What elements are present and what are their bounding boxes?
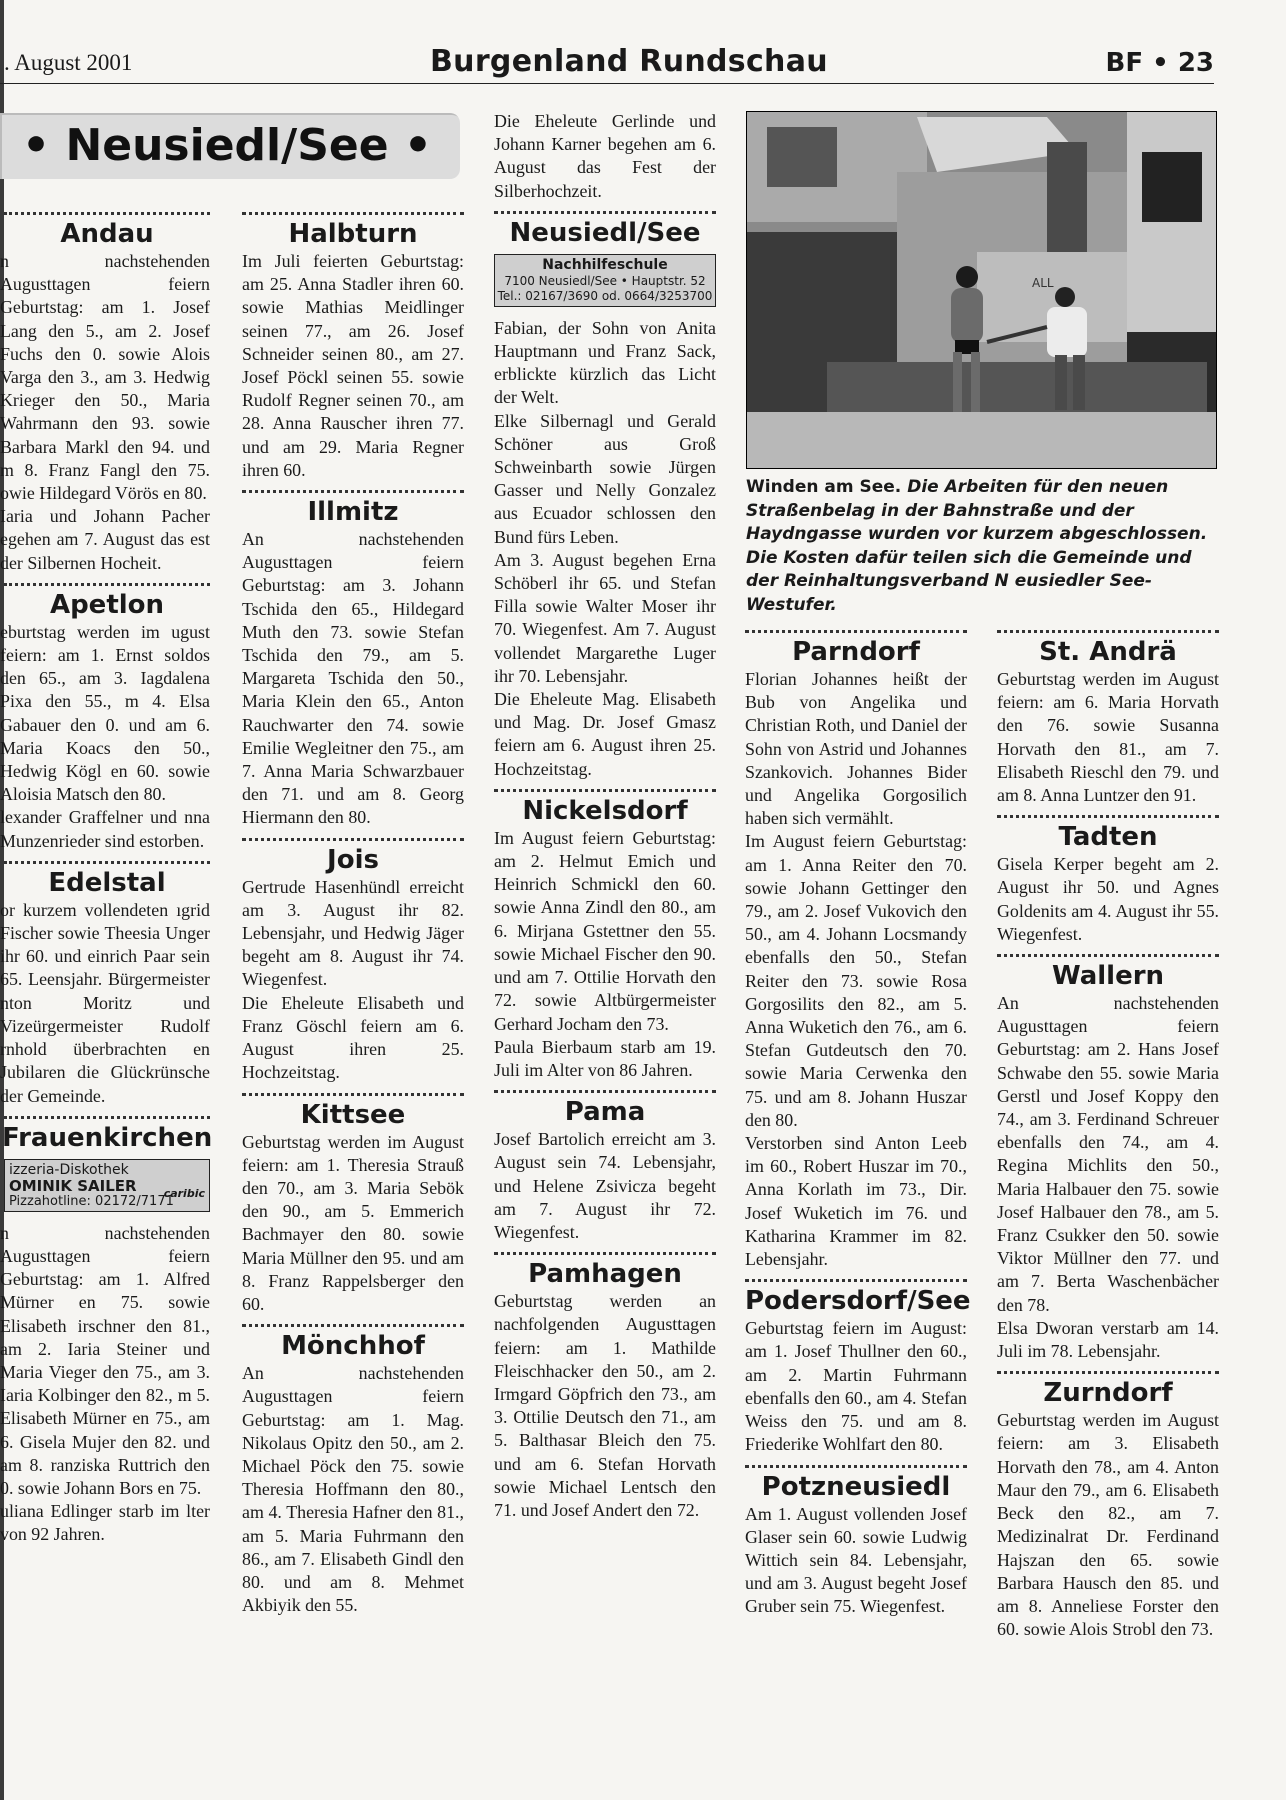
article-wallern — [997, 992, 1219, 1363]
column-5 — [997, 630, 1219, 1649]
article-andau — [0, 250, 210, 575]
dotted-separator — [242, 490, 464, 493]
dotted-separator — [4, 1116, 210, 1119]
heading-frauenkirchen: Frauenkirchen — [2, 1122, 213, 1153]
article-tadten — [997, 853, 1219, 946]
column-1 — [0, 212, 213, 1555]
article-moenchhof — [242, 1362, 464, 1617]
column-2 — [242, 212, 464, 1625]
article-parndorf — [745, 668, 967, 1271]
header-rule — [0, 83, 1214, 84]
paragraph: Im August feiern Geburtstag: am 1. Anna Reiter den 70. sowie Johann Gettinger den 79., am 2. Josef Vukovich den 50., am 4. Johann Locsmandy ebenfalls den 50., Stefan Reiter den 73. sowie Rosa Gorgosilits den 82., am 5. Anna Wuketich den 76., am 6. Stefan Gutdeutsch den 70. sowie Maria Cerwenka den 75. und am 8. Johann Huszar den 80. — [745, 831, 967, 1130]
heading-zurndorf: Zurndorf — [1043, 1378, 1173, 1409]
paragraph: or kurzem vollendeten ıgrid Fischer sowie Theesia Unger ihr 60. und einrich Paar sein 65. Leensjahr. Bürgermeister nton Moritz und Vizeürgermeister Rudolf rnhold überbrachten en Jubilaren die Glückrünsche der Gemeinde. — [0, 899, 210, 1106]
dotted-separator — [494, 211, 716, 214]
ad-line: Nachhilfeschule — [542, 256, 668, 273]
caribic-logo: caribic — [163, 1186, 205, 1200]
ad-line: OMINIK SAILER — [9, 1176, 137, 1195]
dotted-separator — [494, 1252, 716, 1255]
article-zurndorf — [997, 1409, 1219, 1641]
heading-apetlon: Apetlon — [49, 589, 165, 620]
paragraph: Iaria und Johann Pacher egehen am 7. August das est der Silbernen Hocheit. — [0, 506, 210, 573]
article-frauenkirchen — [0, 1222, 210, 1547]
caption-title: Winden am See. — [746, 477, 902, 497]
article-pamhagen — [494, 1290, 716, 1522]
paragraph: Paula Bierbaum starb am 19. Juli im Alter von 86 Jahren. — [494, 1036, 716, 1080]
paragraph: n nachstehenden Augusttagen feiern Geburtstag: am 1. Alfred Mürner en 75. sowie Elisabeth irschner den 81., am 2. Iaria Steiner und Maria Vieger den 75., am 3. Iaria Kolbinger den 82., m 5. Elisabeth Mürner en 75., am 6. Gisela Mujer den 82. und am 8. ranziska Ruttrich den 0. sowie Johann Bors en 75. — [0, 1222, 210, 1498]
dotted-separator — [242, 212, 464, 215]
article-podersdorf — [745, 1317, 967, 1456]
heading-edelstal: Edelstal — [48, 867, 166, 898]
paragraph: Elke Silbernagl und Gerald Schöner aus Groß Schweinbarth sowie Jürgen Gasser und Nelly Gonzalez aus Ecuador schlossen den Bund fürs Leben. — [494, 410, 716, 547]
article-neusiedl — [494, 317, 716, 781]
ad-line: Tel.: 02167/3690 od. 0664/3253700 — [497, 288, 713, 303]
article-halbturn — [242, 250, 464, 482]
dotted-separator — [997, 630, 1219, 633]
paragraph: Die Eheleute Gerlinde und Johann Karner begehen am 6. August das Fest der Silberhochzeit. — [494, 111, 716, 201]
column-3 — [494, 110, 716, 1530]
article-illmitz — [242, 528, 464, 830]
ad-line: 7100 Neusiedl/See • Hauptstr. 52 — [504, 273, 706, 288]
advertisement-nachhilfeschule — [494, 254, 716, 307]
dotted-separator — [745, 630, 967, 633]
paragraph: Im August feiern Geburtstag: am 2. Helmut Emich und Heinrich Schmickl den 60. sowie Anna Zindl den 80., am 6. Mirjana Gstettner den 55. sowie Michael Fischer den 90. und am 7. Ottilie Horvath den 72. sowie Altbürgermeister Gerhard Jocham den 73. — [494, 827, 716, 1034]
road-construction-photo — [746, 111, 1217, 469]
heading-neusiedl: Neusiedl/See — [509, 217, 701, 248]
article-pama — [494, 1128, 716, 1244]
heading-potzneusiedl: Potzneusiedl — [761, 1471, 951, 1502]
paragraph: Die Eheleute Mag. Elisabeth und Mag. Dr. Josef Gmasz feiern am 6. August ihren 25. Hochzeitstag. — [494, 689, 716, 779]
ad-line: Pizzahotline: 02172/7171 — [9, 1193, 174, 1209]
paragraph: eburtstag werden im ugust feiern: am 1. Ernst soldos den 65., am 3. Iagdalena Pixa den 55., m 4. Elsa Gabauer den 0. und am 6. Maria Koacs den 50., Hedwig Kögl en 60. sowie Aloisia Matsch den 80. — [0, 621, 210, 805]
dotted-separator — [997, 1371, 1219, 1374]
paragraph: uliana Edlinger starb im lter von 92 Jahren. — [0, 1501, 210, 1545]
paragraph: Verstorben sind Anton Leeb im 60., Robert Huszar im 70., Anna Korlath im 73., Dir. Josef Wuketich im 76. und Katharina Krammer im 82. Lebensjahr. — [745, 1133, 967, 1270]
article-potzneusiedl — [745, 1503, 967, 1619]
paragraph: n nachstehenden Augusttagen feiern Geburtstag: am 1. Josef Lang den 5., am 2. Josef Fuchs den 0. sowie Alois Varga den 3., am 3. Hedwig Krieger den 50., Maria Wahrmann den 93. sowie Barbara Markl den 94. und m 8. Franz Fangl den 75. owie Hildegard Vörös en 80. — [0, 251, 210, 504]
paragraph: Florian Johannes heißt der Bub von Angelika und Christian Roth, und Daniel der Sohn von Astrid und Johannes Szankovich. Johannes Bider und Angelika Gorgosilich haben sich vermählt. — [745, 669, 967, 829]
dotted-separator — [494, 789, 716, 792]
paragraph: Gisela Kerper begeht am 2. August ihr 50. und Agnes Goldenits am 4. August ihr 55. Wiegenfest. — [997, 854, 1219, 944]
paragraph: Am 3. August begehen Erna Schöberl ihr 65. und Stefan Filla sowie Walter Moser ihr 70. Wiegenfest. Am 7. August vollendet Margarethe Luger ihr 70. Lebensjahr. — [494, 549, 716, 686]
dotted-separator — [4, 861, 210, 864]
dotted-separator — [242, 1324, 464, 1327]
advertisement-pizzeria — [4, 1159, 210, 1212]
paragraph: Elsa Dworan verstarb am 14. Juli im 78. Lebensjahr. — [997, 1317, 1219, 1362]
paragraph: Geburtstag werden im August feiern: am 3. Elisabeth Horvath den 78., am 4. Anton Maur den 79., am 6. Elisabeth Beck den 82., am 7. Medizinalrat Dr. Ferdinand Hajszan den 65. sowie Barbara Hausch den 85. und am 8. Anneliese Forster den 60. sowie Alois Strobl den 73. — [997, 1410, 1219, 1640]
photo-illustration — [747, 112, 1216, 468]
heading-illmitz: Illmitz — [307, 497, 399, 528]
section-banner: • Neusiedl/See • — [0, 113, 460, 179]
paragraph: An nachstehenden Augusttagen feiern Geburtstag: am 2. Hans Josef Schwabe den 55. sowie Maria Gerstl und Josef Koppy den 74., am 3. Ferdinand Schreuer ebenfalls den 74., am 4. Regina Michlits den 50., Maria Halbauer den 75. sowie Josef Halbauer den 78., am 5. Franz Csukker den 50. sowie Viktor Müllner den 77. und am 7. Berta Waschenbächer den 78. — [997, 993, 1219, 1315]
dotted-separator — [4, 583, 210, 586]
heading-parndorf: Parndorf — [792, 637, 920, 667]
paragraph: Geburtstag werden an nachfolgenden Augusttagen feiern: am 1. Mathilde Fleischhacker den 50., am 2. Irmgard Göpfrich den 73., am 3. Ottilie Deutsch den 71., am 5. Balthasar Bleich den 75. und am 6. Stefan Horvath sowie Michael Lentsch den 71. und Josef Andert den 72. — [494, 1291, 716, 1520]
article-karner — [494, 110, 716, 203]
article-kittsee — [242, 1131, 464, 1317]
paragraph: Geburtstag werden im August feiern: am 1. Theresia Strauß den 70., am 3. Maria Sebök den 90., am 5. Emmerich Bachmayer den 80. sowie Maria Müllner den 95. und am 8. Franz Rappelsberger den 60. — [242, 1131, 464, 1314]
paragraph: Gertrude Hasenhündl erreicht am 3. August ihr 82. Lebensjahr, und Hedwig Jäger begeht am 8. August ihr 74. Wiegenfest. — [242, 876, 464, 990]
heading-jois: Jois — [327, 844, 379, 875]
dotted-separator — [242, 838, 464, 841]
heading-pamhagen: Pamhagen — [528, 1259, 682, 1290]
paragraph: Geburtstag werden im August feiern: am 6. Maria Horvath den 76. sowie Susanna Horvath den 81., am 7. Elisabeth Rieschl den 79. und am 8. Anna Luntzer den 91. — [997, 669, 1219, 806]
dotted-separator — [997, 815, 1219, 818]
machine-sign-text: ALL — [1032, 276, 1054, 290]
photo-caption — [746, 476, 1218, 617]
article-jois — [242, 876, 464, 1085]
dotted-separator — [242, 1093, 464, 1096]
paragraph: An nachstehenden Augusttagen feiern Geburtstag: am 3. Johann Tschida den 65., Hildegard Muth den 73. sowie Stefan Tschida den 79., am 5. Margareta Tschida den 50., Maria Klein den 65., Anton Rauchwarter den 74. sowie Emilie Wegleitner den 75., am 7. Anna Maria Schwarzbauer den 71. und am 8. Georg Hiermann den 80. — [242, 529, 464, 828]
newspaper-title: Burgenland Rundschau — [430, 44, 828, 79]
heading-kittsee: Kittsee — [300, 1099, 406, 1130]
article-edelstal — [0, 899, 210, 1108]
paragraph: Am 1. August vollenden Josef Glaser sein 60. sowie Ludwig Wittich sein 84. Lebensjahr, und am 3. August begeht Josef Gruber sein 75. Wiegenfest. — [745, 1503, 967, 1617]
heading-andau: Andau — [60, 219, 154, 249]
dotted-separator — [4, 212, 210, 215]
heading-tadten: Tadten — [1058, 822, 1158, 853]
ad-line: izzeria-Diskothek — [9, 1161, 129, 1178]
paragraph: Fabian, der Sohn von Anita Hauptmann und Franz Sack, erblickte kürzlich das Licht der Welt. — [494, 317, 716, 408]
heading-st-andrae: St. Andrä — [1039, 637, 1177, 667]
heading-moenchhof: Mönchhof — [281, 1331, 425, 1362]
paragraph: An nachstehenden Augusttagen feiern Geburtstag: am 1. Mag. Nikolaus Opitz den 50., am 2. Michael Pöck den 75. sowie Theresia Hoffmann den 80., am 4. Theresia Hafner den 81., am 5. Maria Fuhrmann den 86., am 7. Elisabeth Gindl den 80. und am 8. Mehmet Akbiyik den 55. — [242, 1363, 464, 1616]
issue-date: . August 2001 — [4, 50, 133, 75]
dotted-separator — [745, 1279, 967, 1282]
column-4 — [745, 630, 971, 1627]
article-apetlon — [0, 621, 210, 853]
paragraph: Josef Bartolich erreicht am 3. August sein 74. Lebensjahr, und Helene Zsivicza begeht am 7. August ihr 72. Wiegenfest. — [494, 1129, 716, 1242]
heading-nickelsdorf: Nickelsdorf — [522, 795, 688, 826]
heading-podersdorf: Podersdorf/See — [745, 1286, 971, 1317]
paragraph: Geburtstag feiern im August: am 1. Josef Thullner den 60., am 2. Martin Fuhrmann ebenfalls den 60., am 4. Stefan Weiss den 75. und am 8. Friederike Wohlfart den 80. — [745, 1318, 967, 1455]
page-number: BF • 23 — [1105, 48, 1214, 78]
dotted-separator — [745, 1465, 967, 1468]
dotted-separator — [997, 954, 1219, 957]
paragraph: Die Eheleute Elisabeth und Franz Göschl feiern am 6. August ihren 25. Hochzeitstag. — [242, 992, 464, 1083]
dotted-separator — [494, 1090, 716, 1093]
heading-pama: Pama — [564, 1097, 646, 1128]
article-nickelsdorf — [494, 827, 716, 1082]
heading-wallern: Wallern — [1051, 961, 1165, 992]
caption-text: Die Arbeiten für den neuen Straßenbelag in der Bahnstraße und der Haydngasse wurden vor kurzem abgeschlossen. Die Kosten dafür teilen sich die Gemeinde und der Reinhaltungsverband N eusiedler See-Westufer. — [746, 477, 1208, 615]
article-st-andrae — [997, 668, 1219, 807]
heading-halbturn: Halbturn — [288, 219, 418, 249]
paragraph: Im Juli feierten Geburtstag: am 25. Anna Stadler ihren 60. sowie Mathias Meidlinger seinen 77., am 26. Josef Schneider seinen 80., am 27. Josef Pöckl seinen 55. sowie Rudolf Regner seinen 70., am 28. Anna Rauscher ihren 77. und am 29. Maria Regner ihren 60. — [242, 251, 464, 480]
paragraph: lexander Graffelner und nna Munzenrieder sind estorben. — [0, 807, 210, 851]
